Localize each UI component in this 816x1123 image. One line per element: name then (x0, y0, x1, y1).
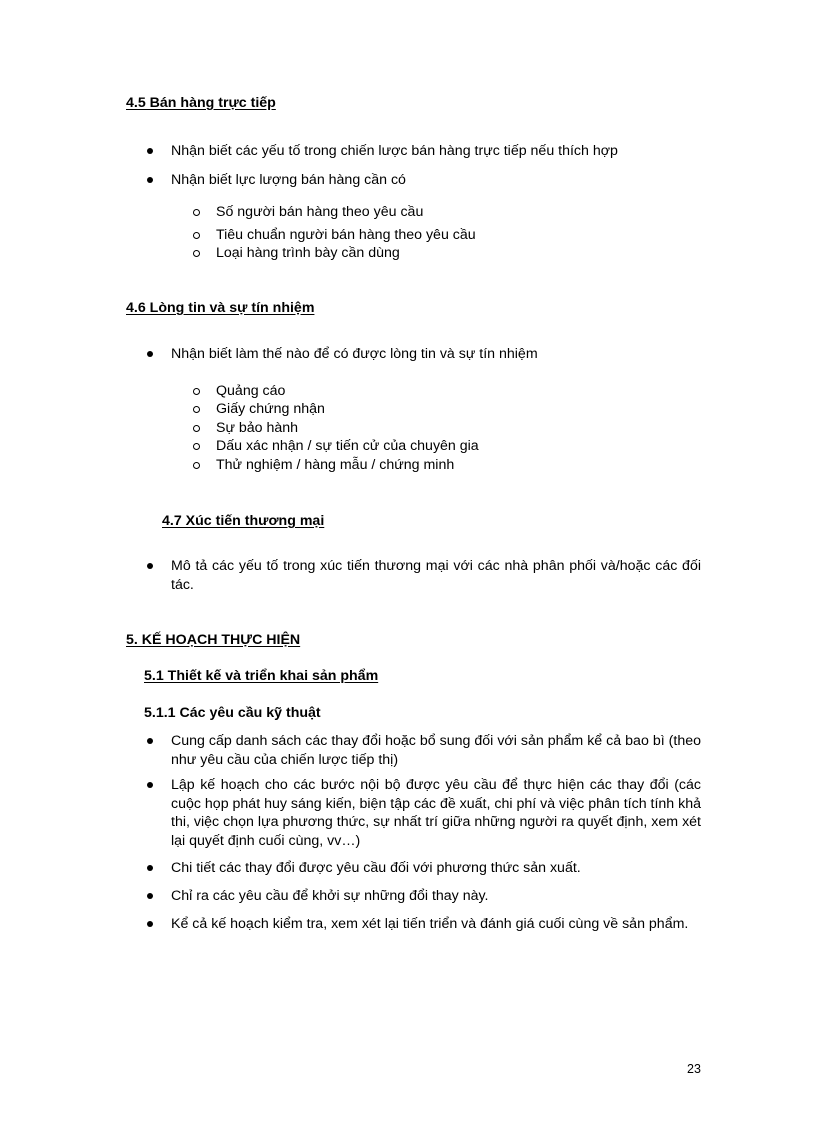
sub-list-item: Thử nghiệm / hàng mẫu / chứng minh (216, 457, 455, 473)
sub-bullet-icon (193, 388, 200, 395)
sub-bullet-icon (193, 250, 200, 257)
section-5-title: 5. KẾ HOẠCH THỰC HIỆN (126, 632, 301, 648)
page-number: 23 (687, 1062, 701, 1076)
bullet-icon (147, 148, 153, 154)
sub-list-item: Dấu xác nhận / sự tiến cử của chuyên gia (216, 438, 479, 454)
bullet-icon (147, 738, 153, 744)
list-item: Kể cả kế hoạch kiểm tra, xem xét lại tiến triển và đánh giá cuối cùng về sản phẩm. (171, 916, 689, 932)
bullet-icon (147, 782, 153, 788)
bullet-icon (147, 893, 153, 899)
sub-list-item: Quảng cáo (216, 383, 286, 399)
list-item: Chi tiết các thay đổi được yêu cầu đối với phương thức sản xuất. (171, 860, 581, 876)
list-item: Nhận biết làm thế nào để có được lòng tin và sự tín nhiệm (171, 346, 538, 362)
sub-list-item: Tiêu chuẩn người bán hàng theo yêu cầu (216, 227, 476, 243)
bullet-icon (147, 177, 153, 183)
sub-list-item: Giấy chứng nhận (216, 401, 325, 417)
section-4-7-title: 4.7 Xúc tiến thương mại (162, 513, 325, 529)
list-item: Lập kế hoạch cho các bước nội bộ được yêu cầu để thực hiện các thay đổi (các cuộc họp phát huy sáng kiến, biện tập các đề xuất, chi phí và việc phân tích tính khả thi, việc chọn lựa phương thức, sự nhất trí giữa những người ra quyết định, xem xét lại quyết định cuối cùng, vv…) (171, 777, 702, 849)
sub-bullet-icon (193, 462, 200, 469)
sub-bullet-icon (193, 232, 200, 239)
bullet-icon (147, 921, 153, 927)
bullet-icon (147, 563, 153, 569)
sub-bullet-icon (193, 209, 200, 216)
section-5-1-1-title: 5.1.1 Các yêu cầu kỹ thuật (144, 705, 321, 721)
list-item: Nhận biết các yếu tố trong chiến lược bán hàng trực tiếp nếu thích hợp (171, 143, 618, 159)
section-5-1-title: 5.1 Thiết kế và triển khai sản phẩm (144, 668, 379, 684)
section-4-5-title: 4.5 Bán hàng trực tiếp (126, 95, 276, 111)
section-4-6-title: 4.6 Lòng tin và sự tín nhiệm (126, 300, 315, 316)
list-item: Cung cấp danh sách các thay đổi hoặc bổ sung đối với sản phẩm kể cả bao bì (theo như yêu cầu của chiến lược tiếp thị) (171, 733, 701, 768)
list-item: Chỉ ra các yêu cầu để khởi sự những đổi thay này. (171, 888, 489, 904)
sub-bullet-icon (193, 406, 200, 413)
bullet-icon (147, 865, 153, 871)
sub-list-item: Sự bảo hành (216, 420, 299, 436)
bullet-icon (147, 351, 153, 357)
sub-bullet-icon (193, 443, 200, 450)
list-item: Nhận biết lực lượng bán hàng cần có (171, 172, 406, 188)
sub-bullet-icon (193, 425, 200, 432)
list-item: Mô tả các yếu tố trong xúc tiến thương mại với các nhà phân phối và/hoặc các đối tác. (171, 558, 701, 593)
sub-list-item: Loại hàng trình bày cần dùng (216, 245, 400, 261)
sub-list-item: Số người bán hàng theo yêu cầu (216, 204, 424, 220)
